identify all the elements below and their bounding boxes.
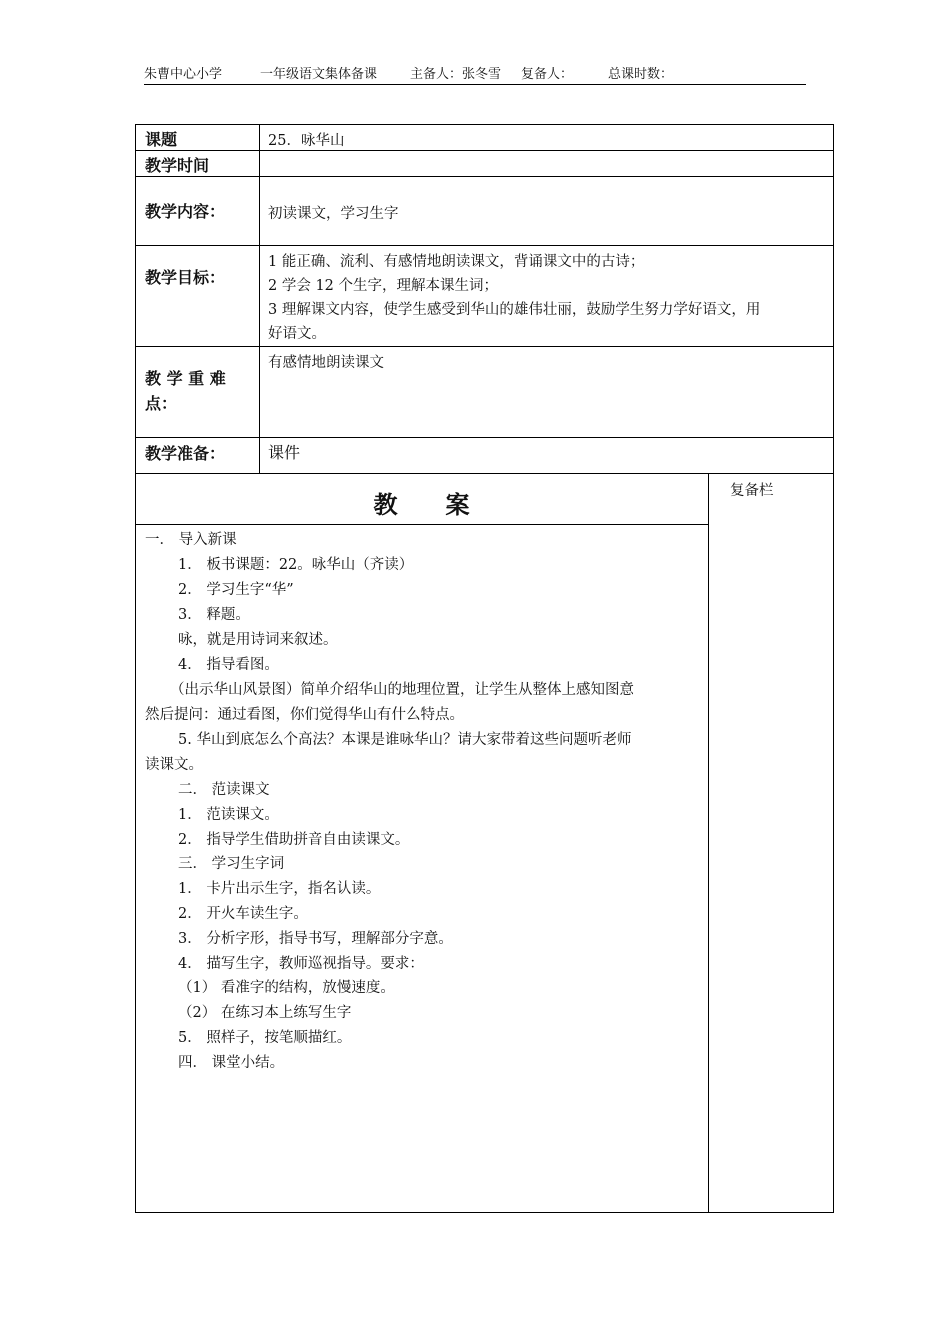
- content-label: 教学内容：: [145, 202, 226, 221]
- preparer: 主备人：张冬雪: [410, 67, 502, 82]
- time-label: 教学时间: [145, 156, 210, 175]
- plan-title: 教 案: [373, 491, 470, 519]
- plan-line: 1． 板书课题：22。咏华山（齐读）: [178, 557, 414, 573]
- content-value: 初读课文，学习生字: [268, 206, 399, 222]
- plan-line: 3． 释题。: [178, 607, 250, 623]
- plan-line: 读课文。: [145, 757, 203, 773]
- plan-line: 3． 分析字形，指导书写，理解部分字意。: [178, 931, 453, 947]
- school-name: 朱曹中心小学: [144, 67, 223, 82]
- plan-line: 5. 华山到底怎么个高法？本课是谁咏华山？请大家带着这些问题听老师: [178, 732, 632, 748]
- plan-line: 2． 学习生字“华”: [178, 582, 294, 598]
- goal-line: 1 能正确、流利、有感情地朗读课文，背诵课文中的古诗；: [268, 254, 645, 270]
- topic-label: 课题: [145, 130, 178, 149]
- plan-line: 4． 描写生字，教师巡视指导。要求：: [178, 956, 424, 972]
- review-column-title: 复备栏: [730, 483, 774, 499]
- plan-line: 4． 指导看图。: [178, 657, 279, 673]
- key-points-label-line1: 教 学 重 难: [145, 369, 226, 388]
- goal-line: 好语文。: [268, 326, 326, 342]
- goals-label: 教学目标：: [145, 268, 226, 287]
- total-hours: 总课时数：: [608, 67, 674, 82]
- preparation-label: 教学准备：: [145, 444, 226, 463]
- plan-line: 2． 指导学生借助拼音自由读课文。: [178, 832, 410, 848]
- key-points-value: 有感情地朗读课文: [268, 355, 384, 371]
- reviewer: 复备人：: [521, 67, 574, 82]
- plan-line: （2） 在练习本上练写生字: [178, 1005, 352, 1021]
- plan-line: 1． 卡片出示生字，指名认读。: [178, 881, 381, 897]
- plan-line: 一． 导入新课: [145, 532, 237, 548]
- plan-line: 二． 范读课文: [178, 782, 270, 798]
- preparation-value: 课件: [268, 443, 301, 462]
- goal-line: 2 学会 12 个生字，理解本课生词；: [268, 278, 499, 294]
- course-name: 一年级语文集体备课: [260, 67, 378, 82]
- plan-line: 2． 开火车读生字。: [178, 906, 308, 922]
- plan-line: 三． 学习生字词: [178, 856, 285, 872]
- goal-line: 3 理解课文内容，使学生感受到华山的雄伟壮丽，鼓励学生努力学好语文，用: [268, 302, 761, 318]
- topic-value: 25．咏华山: [268, 133, 345, 149]
- plan-line: 咏，就是用诗词来叙述。: [178, 632, 338, 648]
- plan-line: （出示华山风景图）简单介绍华山的地理位置，让学生从整体上感知图意: [170, 682, 634, 698]
- plan-line: （1） 看准字的结构，放慢速度。: [178, 980, 395, 996]
- key-points-label-line2: 点：: [145, 394, 178, 413]
- plan-line: 然后提问：通过看图，你们觉得华山有什么特点。: [145, 707, 464, 723]
- plan-line: 5． 照样子，按笔顺描红。: [178, 1030, 352, 1046]
- plan-line: 四． 课堂小结。: [178, 1055, 285, 1071]
- plan-line: 1． 范读课文。: [178, 807, 279, 823]
